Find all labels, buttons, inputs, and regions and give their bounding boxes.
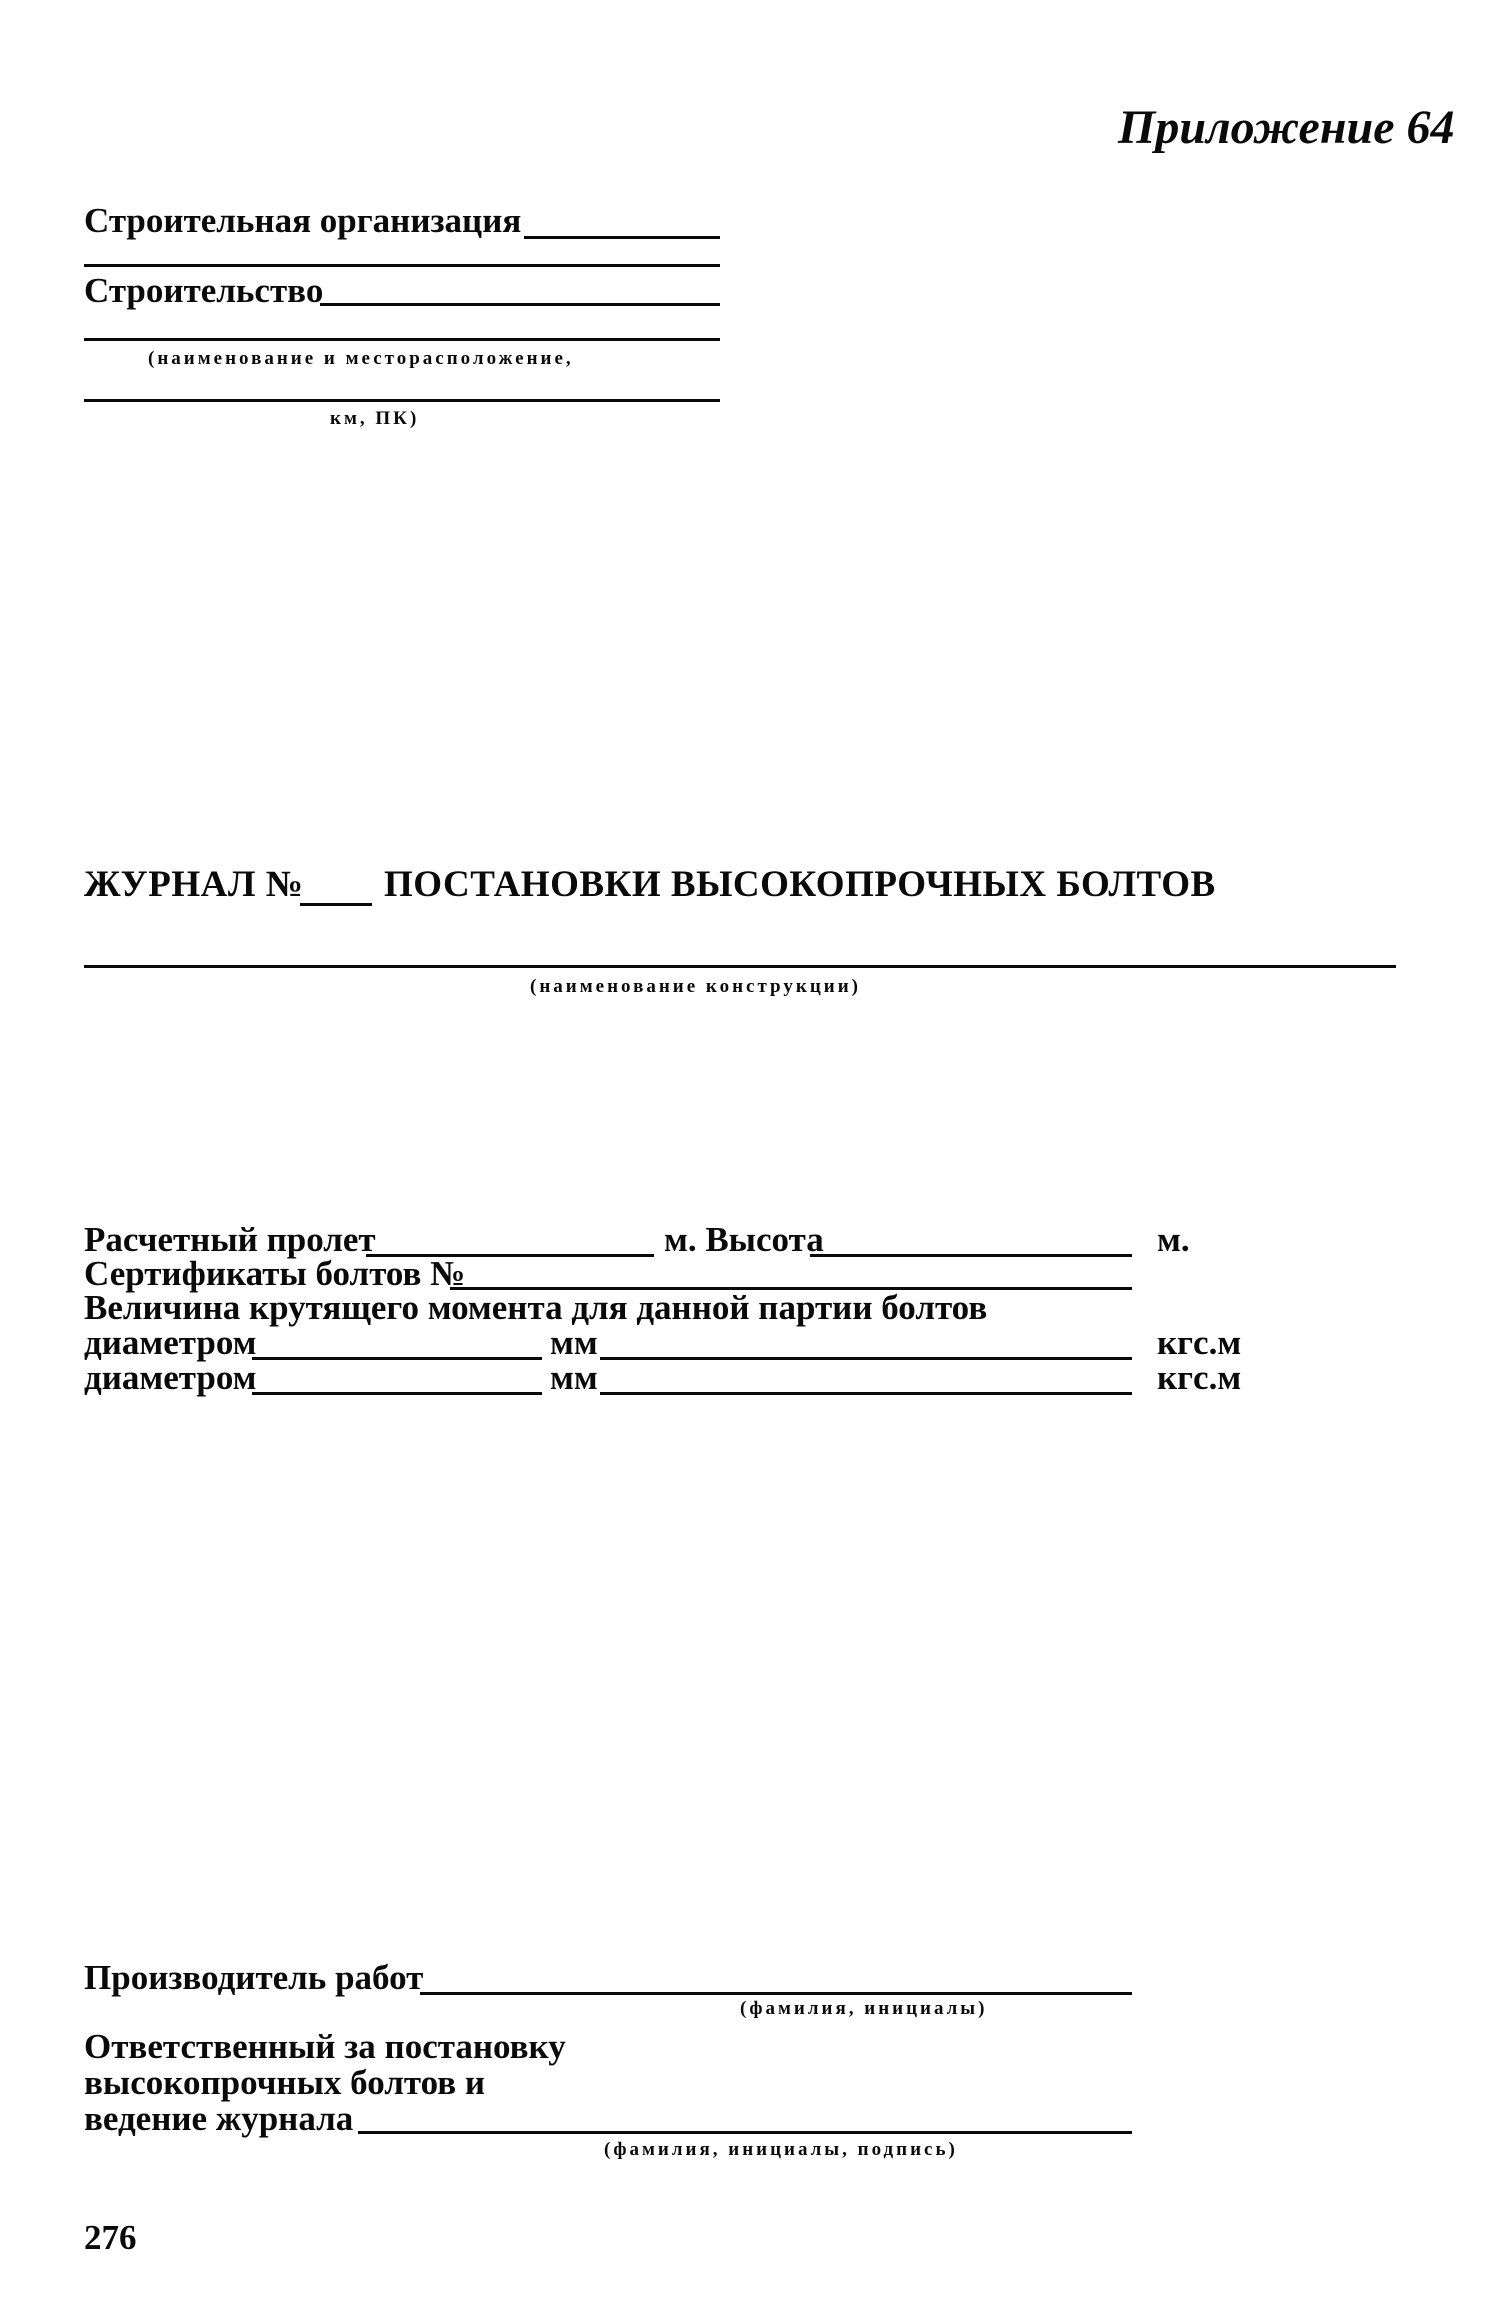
km-pk-caption: км, ПК) [330, 408, 420, 429]
responsible-label-line1: Ответственный за постановку [84, 2027, 566, 2066]
span-label: Расчетный пролет [84, 1220, 376, 1259]
appendix-heading: Приложение 64 [1118, 101, 1455, 154]
foreman-caption: (фамилия, инициалы) [740, 1998, 988, 2019]
diameter-field-1[interactable] [252, 1357, 542, 1360]
torque-unit-2: кгс.м [1157, 1358, 1242, 1397]
construction-label: Строительство [84, 271, 324, 310]
height-label: м. Высота [664, 1220, 824, 1259]
diameter-label-2: диаметром [84, 1358, 257, 1397]
location-caption: (наименование и месторасположение, [148, 348, 574, 369]
torque-field-1[interactable] [600, 1357, 1132, 1360]
mm-unit-2: мм [550, 1358, 598, 1397]
organization-label: Строительная организация [84, 201, 522, 240]
construction-field-line2[interactable] [84, 338, 720, 341]
diameter-label-1: диаметром [84, 1323, 257, 1362]
organization-field-continuation[interactable] [84, 264, 720, 267]
organization-field[interactable] [524, 236, 720, 239]
structure-name-field[interactable] [84, 965, 1396, 968]
responsible-field[interactable] [358, 2131, 1132, 2134]
construction-field[interactable] [320, 303, 720, 306]
foreman-field[interactable] [420, 1992, 1132, 1995]
torque-unit-1: кгс.м [1157, 1323, 1242, 1362]
responsible-caption: (фамилия, инициалы, подпись) [604, 2139, 958, 2160]
journal-title: ПОСТАНОВКИ ВЫСОКОПРОЧНЫХ БОЛТОВ [384, 864, 1216, 905]
structure-caption: (наименование конструкции) [530, 976, 861, 997]
height-unit: м. [1157, 1220, 1190, 1259]
responsible-label-line2: высокопрочных болтов и [84, 2063, 486, 2102]
torque-label: Величина крутящего момента для данной партии болтов [84, 1288, 988, 1327]
page-number: 276 [84, 2218, 137, 2257]
mm-unit-1: мм [550, 1323, 598, 1362]
certificates-label: Сертификаты болтов № [84, 1254, 466, 1293]
diameter-field-2[interactable] [252, 1392, 542, 1395]
journal-number-field[interactable] [300, 903, 372, 906]
responsible-label-line3: ведение журнала [84, 2099, 354, 2138]
height-field[interactable] [810, 1254, 1132, 1257]
torque-field-2[interactable] [600, 1392, 1132, 1395]
construction-field-line3[interactable] [84, 399, 720, 402]
foreman-label: Производитель работ [84, 1958, 424, 1997]
journal-title-prefix: ЖУРНАЛ № [84, 864, 304, 905]
